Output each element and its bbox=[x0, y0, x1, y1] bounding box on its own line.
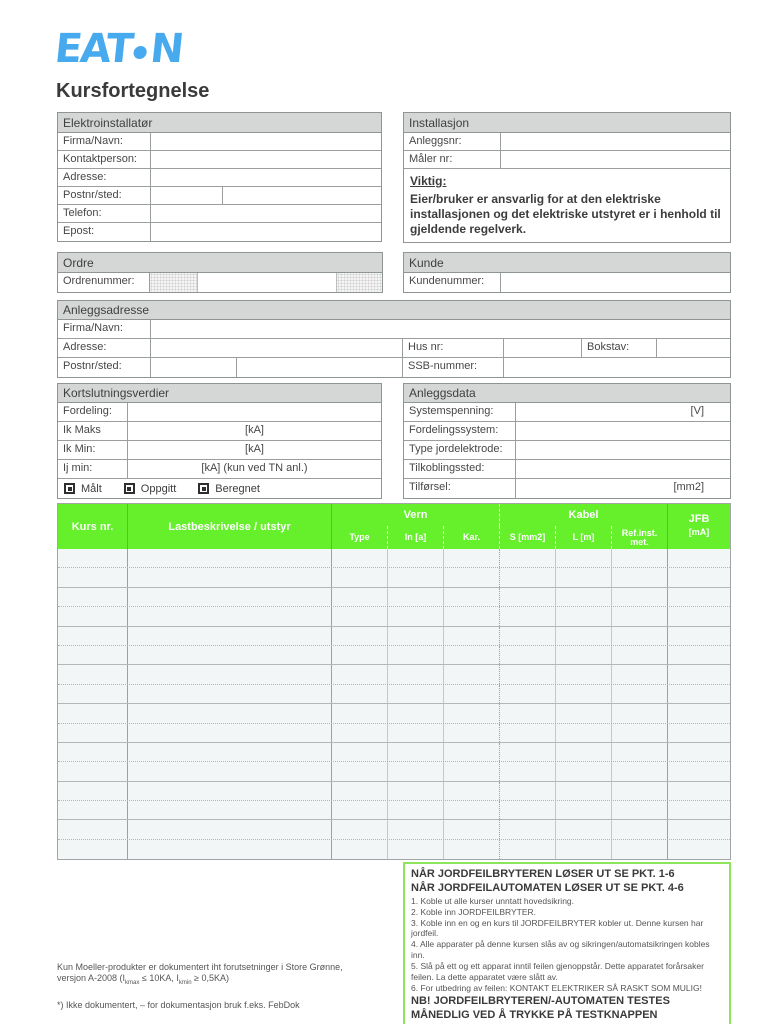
col-header-kurs-nr: Kurs nr. bbox=[58, 504, 128, 549]
table-cell[interactable] bbox=[668, 627, 730, 645]
table-cell[interactable] bbox=[388, 549, 444, 567]
label-maler-nr: Måler nr: bbox=[404, 151, 501, 168]
input-adresse[interactable] bbox=[151, 169, 381, 186]
table-cell[interactable] bbox=[388, 588, 444, 606]
table-cell[interactable] bbox=[556, 743, 612, 761]
table-cell[interactable] bbox=[444, 685, 500, 703]
table-cell[interactable] bbox=[332, 568, 388, 586]
input-systemspenning[interactable] bbox=[516, 403, 730, 421]
checkbox-beregnet[interactable] bbox=[198, 483, 260, 495]
input-kundenummer[interactable] bbox=[501, 273, 730, 292]
table-cell[interactable] bbox=[500, 820, 556, 838]
label-tilkoblingssted: Tilkoblingssted: bbox=[404, 460, 516, 478]
section-header-elektroinstallator: Elektroinstallatør bbox=[58, 113, 381, 133]
table-cell[interactable] bbox=[128, 743, 332, 761]
table-cell[interactable] bbox=[668, 782, 730, 800]
table-cell[interactable] bbox=[500, 782, 556, 800]
table-row bbox=[58, 665, 730, 684]
input-firma-navn[interactable] bbox=[151, 133, 381, 150]
table-cell[interactable] bbox=[332, 665, 388, 683]
table-cell[interactable] bbox=[668, 840, 730, 859]
table-cell[interactable] bbox=[444, 568, 500, 586]
table-cell[interactable] bbox=[556, 724, 612, 742]
table-cell[interactable] bbox=[500, 607, 556, 625]
label-ssb-nummer: SSB-nummer: bbox=[403, 358, 504, 377]
footnote-line2-end: ≥ 0,5KA) bbox=[191, 973, 229, 983]
table-cell[interactable] bbox=[332, 549, 388, 567]
table-cell[interactable] bbox=[500, 685, 556, 703]
table-cell[interactable] bbox=[388, 762, 444, 780]
table-cell[interactable] bbox=[556, 704, 612, 722]
label-kundenummer: Kundenummer: bbox=[404, 273, 501, 292]
input-bokstav[interactable] bbox=[657, 339, 730, 357]
input-telefon[interactable] bbox=[151, 205, 381, 222]
table-cell[interactable] bbox=[58, 840, 128, 859]
label-adresse: Adresse: bbox=[58, 169, 151, 186]
section-header-kortslutningsverdier: Kortslutningsverdier bbox=[58, 384, 381, 403]
table-cell[interactable] bbox=[612, 724, 668, 742]
table-cell[interactable] bbox=[128, 627, 332, 645]
checkbox-oppgitt-label: Oppgitt bbox=[140, 482, 177, 495]
input-fordeling[interactable] bbox=[128, 403, 381, 421]
table-cell[interactable] bbox=[444, 549, 500, 567]
input-hus-nr[interactable] bbox=[504, 339, 582, 357]
table-cell[interactable] bbox=[58, 627, 128, 645]
table-row bbox=[58, 782, 730, 801]
table-cell[interactable] bbox=[612, 820, 668, 838]
input-kontaktperson[interactable] bbox=[151, 151, 381, 168]
input-ordrenummer[interactable] bbox=[198, 273, 336, 292]
circuit-table-body bbox=[58, 549, 730, 859]
section-kortslutningsverdier bbox=[57, 383, 382, 499]
table-cell[interactable] bbox=[500, 646, 556, 664]
table-cell[interactable] bbox=[128, 549, 332, 567]
table-cell[interactable] bbox=[444, 782, 500, 800]
table-cell[interactable] bbox=[500, 840, 556, 859]
footnote-line2-mid: ≤ 10KA, I bbox=[139, 973, 179, 983]
label-hus-nr: Hus nr: bbox=[403, 339, 504, 357]
table-cell[interactable] bbox=[668, 820, 730, 838]
ref-inst-line1: Ref.inst. bbox=[621, 527, 658, 538]
input-tilforsel[interactable] bbox=[516, 479, 730, 498]
table-cell[interactable] bbox=[444, 724, 500, 742]
eaton-logo-text-2: N bbox=[148, 26, 185, 72]
table-cell[interactable] bbox=[500, 665, 556, 683]
table-cell[interactable] bbox=[500, 704, 556, 722]
table-cell[interactable] bbox=[612, 743, 668, 761]
unit-tilforsel: [mm2] bbox=[673, 481, 704, 493]
col-group-vern: Vern bbox=[332, 504, 500, 526]
footnote-line-2 bbox=[57, 973, 397, 989]
table-cell[interactable] bbox=[444, 762, 500, 780]
input-ssb-nummer[interactable] bbox=[504, 358, 730, 377]
eaton-logo-dot-icon bbox=[133, 46, 147, 59]
table-row bbox=[58, 820, 730, 839]
table-cell[interactable] bbox=[444, 627, 500, 645]
checkbox-malt-label: Målt bbox=[81, 482, 102, 495]
eaton-logo bbox=[53, 28, 184, 70]
table-cell[interactable] bbox=[128, 588, 332, 606]
section-header-installasjon: Installasjon bbox=[404, 113, 730, 133]
table-row bbox=[58, 568, 730, 587]
checkbox-oppgitt[interactable] bbox=[124, 483, 176, 495]
table-cell[interactable] bbox=[388, 743, 444, 761]
ref-inst-line2: met. bbox=[630, 536, 649, 547]
ordrenummer-prefix-cell bbox=[150, 273, 198, 292]
table-cell[interactable] bbox=[128, 840, 332, 859]
checkbox-icon bbox=[64, 483, 75, 494]
col-header-ref-inst-met bbox=[612, 526, 668, 549]
label-aa-firma: Firma/Navn: bbox=[58, 320, 151, 338]
section-elektroinstallator bbox=[57, 112, 382, 242]
table-cell[interactable] bbox=[556, 549, 612, 567]
table-cell[interactable] bbox=[668, 568, 730, 586]
table-cell[interactable] bbox=[612, 704, 668, 722]
table-cell[interactable] bbox=[332, 724, 388, 742]
table-cell[interactable] bbox=[58, 743, 128, 761]
jordfeil-note-box bbox=[403, 862, 731, 1024]
table-cell[interactable] bbox=[612, 685, 668, 703]
table-row bbox=[58, 724, 730, 743]
note-item-4: 4. Alle apparater på denne kursen slås av og sikringen/automatsikringen kobles inn. bbox=[411, 939, 710, 960]
table-cell[interactable] bbox=[444, 801, 500, 819]
table-cell[interactable] bbox=[58, 762, 128, 780]
table-cell[interactable] bbox=[612, 646, 668, 664]
footnote-line-1: Kun Moeller-produkter er dokumentert iht forutsetninger i Store Grønne, bbox=[57, 962, 343, 972]
table-cell[interactable] bbox=[388, 704, 444, 722]
col-header-lastbeskrivelse: Lastbeskrivelse / utstyr bbox=[128, 504, 332, 549]
label-epost: Epost: bbox=[58, 223, 151, 241]
table-cell[interactable] bbox=[332, 840, 388, 859]
table-row bbox=[58, 549, 730, 568]
table-cell[interactable] bbox=[388, 820, 444, 838]
table-cell[interactable] bbox=[332, 782, 388, 800]
input-aa-adresse[interactable] bbox=[151, 339, 403, 357]
table-cell[interactable] bbox=[332, 762, 388, 780]
table-cell[interactable] bbox=[444, 588, 500, 606]
table-cell[interactable] bbox=[58, 665, 128, 683]
col-group-kabel: Kabel bbox=[500, 504, 668, 526]
table-cell[interactable] bbox=[556, 607, 612, 625]
table-cell[interactable] bbox=[556, 801, 612, 819]
table-cell[interactable] bbox=[668, 549, 730, 567]
table-cell[interactable] bbox=[612, 665, 668, 683]
table-cell[interactable] bbox=[612, 607, 668, 625]
col-header-type: Type bbox=[332, 526, 388, 549]
table-cell[interactable] bbox=[388, 724, 444, 742]
table-row bbox=[58, 801, 730, 820]
col-header-in: In [a] bbox=[388, 526, 444, 549]
table-cell[interactable] bbox=[388, 801, 444, 819]
note-item-3: 3. Koble inn en og en kurs til JORDFEILBRYTER kobler ut. Denne kursen har jordfeil. bbox=[411, 917, 704, 939]
table-cell[interactable] bbox=[612, 801, 668, 819]
table-cell[interactable] bbox=[668, 588, 730, 606]
col-header-kar: Kar. bbox=[444, 526, 500, 549]
footnote-line-3: *) Ikke dokumentert, – for dokumentasjon bruk f.eks. FebDok bbox=[57, 999, 300, 1010]
table-cell[interactable] bbox=[500, 627, 556, 645]
table-cell[interactable] bbox=[128, 665, 332, 683]
unit-ij-min: [kA] (kun ved TN anl.) bbox=[201, 462, 308, 474]
table-cell[interactable] bbox=[332, 743, 388, 761]
label-tilforsel: Tilførsel: bbox=[404, 479, 516, 498]
table-row bbox=[58, 743, 730, 762]
label-fordeling: Fordeling: bbox=[58, 403, 128, 421]
table-cell[interactable] bbox=[556, 646, 612, 664]
table-row bbox=[58, 646, 730, 665]
table-cell[interactable] bbox=[556, 782, 612, 800]
note-head-1: NÅR JORDFEILBRYTEREN LØSER UT SE PKT. 1-6 bbox=[411, 868, 675, 880]
col-header-s-mm2: S [mm2] bbox=[500, 526, 556, 549]
table-cell[interactable] bbox=[556, 685, 612, 703]
input-aa-postnr[interactable] bbox=[151, 358, 237, 377]
table-cell[interactable] bbox=[556, 627, 612, 645]
col-header-l-m: L [m] bbox=[556, 526, 612, 549]
table-cell[interactable] bbox=[58, 607, 128, 625]
note-item-1: 1. Koble ut alle kurser unntatt hovedsikring. bbox=[411, 895, 575, 906]
checkbox-icon bbox=[124, 483, 135, 494]
table-cell[interactable] bbox=[556, 840, 612, 859]
label-ij-min: Ij min: bbox=[58, 460, 128, 478]
table-row bbox=[58, 840, 730, 859]
label-type-jordelektrode: Type jordelektrode: bbox=[404, 441, 516, 459]
table-cell[interactable] bbox=[500, 568, 556, 586]
table-cell[interactable] bbox=[332, 704, 388, 722]
table-cell[interactable] bbox=[332, 588, 388, 606]
table-cell[interactable] bbox=[668, 685, 730, 703]
table-row bbox=[58, 685, 730, 704]
table-cell[interactable] bbox=[58, 646, 128, 664]
input-ij-min[interactable] bbox=[128, 460, 381, 478]
table-cell[interactable] bbox=[556, 568, 612, 586]
table-cell[interactable] bbox=[388, 568, 444, 586]
section-installasjon bbox=[403, 112, 731, 243]
input-maler-nr[interactable] bbox=[501, 151, 730, 168]
table-cell[interactable] bbox=[332, 685, 388, 703]
viktig-text: Eier/bruker er ansvarlig for at den elektriske installasjonen og det elektriske utstyret er i henhold til gjeldende regelverk. bbox=[410, 192, 721, 236]
table-cell[interactable] bbox=[128, 685, 332, 703]
unit-systemspenning: [V] bbox=[690, 405, 704, 417]
table-cell[interactable] bbox=[58, 801, 128, 819]
checkbox-beregnet-label: Beregnet bbox=[215, 482, 260, 495]
table-cell[interactable] bbox=[500, 762, 556, 780]
footnote-line2-pre: versjon A-2008 (I bbox=[57, 973, 126, 983]
table-row bbox=[58, 607, 730, 626]
viktig-title: Viktig: bbox=[410, 174, 447, 188]
label-ik-min: Ik Min: bbox=[58, 441, 128, 459]
col-header-jfb: JFB bbox=[688, 513, 710, 525]
section-header-kunde: Kunde bbox=[404, 253, 730, 273]
table-cell[interactable] bbox=[128, 646, 332, 664]
table-row bbox=[58, 704, 730, 723]
table-cell[interactable] bbox=[58, 588, 128, 606]
checkbox-malt[interactable] bbox=[64, 483, 102, 495]
page-title: Kursfortegnelse bbox=[56, 80, 210, 102]
table-cell[interactable] bbox=[58, 685, 128, 703]
table-cell[interactable] bbox=[500, 724, 556, 742]
table-cell[interactable] bbox=[444, 840, 500, 859]
viktig-block bbox=[404, 169, 730, 242]
table-cell[interactable] bbox=[444, 607, 500, 625]
table-cell[interactable] bbox=[444, 704, 500, 722]
table-cell[interactable] bbox=[612, 549, 668, 567]
label-systemspenning: Systemspenning: bbox=[404, 403, 516, 421]
section-ordre bbox=[57, 252, 383, 293]
checkbox-icon bbox=[198, 483, 209, 494]
table-cell[interactable] bbox=[668, 704, 730, 722]
table-cell[interactable] bbox=[388, 627, 444, 645]
input-ik-min[interactable] bbox=[128, 441, 381, 459]
table-cell[interactable] bbox=[128, 724, 332, 742]
table-row bbox=[58, 588, 730, 607]
label-aa-adresse: Adresse: bbox=[58, 339, 151, 357]
table-cell[interactable] bbox=[444, 743, 500, 761]
table-row bbox=[58, 627, 730, 646]
table-cell[interactable] bbox=[556, 665, 612, 683]
table-cell[interactable] bbox=[500, 801, 556, 819]
label-firma-navn: Firma/Navn: bbox=[58, 133, 151, 150]
input-aa-sted[interactable] bbox=[237, 358, 403, 377]
unit-ik-min: [kA] bbox=[245, 443, 264, 455]
table-cell[interactable] bbox=[58, 549, 128, 567]
input-ik-maks[interactable] bbox=[128, 422, 381, 440]
section-anleggsdata bbox=[403, 383, 731, 499]
table-cell[interactable] bbox=[332, 646, 388, 664]
table-cell[interactable] bbox=[388, 685, 444, 703]
table-cell[interactable] bbox=[58, 568, 128, 586]
label-ordrenummer: Ordrenummer: bbox=[58, 273, 150, 292]
label-ik-maks: Ik Maks bbox=[58, 422, 128, 440]
note-item-2: 2. Koble inn JORDFEILBRYTER. bbox=[411, 906, 537, 917]
table-cell[interactable] bbox=[500, 743, 556, 761]
table-cell[interactable] bbox=[58, 782, 128, 800]
section-header-anleggsadresse: Anleggsadresse bbox=[58, 301, 730, 320]
table-cell[interactable] bbox=[556, 588, 612, 606]
measure-type-row bbox=[58, 479, 381, 498]
table-cell[interactable] bbox=[668, 762, 730, 780]
label-bokstav: Bokstav: bbox=[582, 339, 657, 357]
input-postnr[interactable] bbox=[151, 187, 223, 204]
eaton-logo-text-1: EAT bbox=[52, 26, 134, 72]
table-cell[interactable] bbox=[388, 782, 444, 800]
table-cell[interactable] bbox=[332, 820, 388, 838]
input-type-jordelektrode[interactable] bbox=[516, 441, 730, 459]
table-cell[interactable] bbox=[668, 607, 730, 625]
table-cell[interactable] bbox=[128, 568, 332, 586]
input-anleggsnr[interactable] bbox=[501, 133, 730, 150]
table-cell[interactable] bbox=[332, 607, 388, 625]
note-item-6: 6. For utbedring av feilen: KONTAKT ELEKTRIKER SÅ RASKT SOM MULIG! bbox=[411, 982, 702, 993]
circuit-table-header bbox=[58, 504, 730, 549]
note-head-2: NÅR JORDFEILAUTOMATEN LØSER UT SE PKT. 4-6 bbox=[411, 881, 684, 894]
input-sted[interactable] bbox=[223, 187, 381, 204]
table-cell[interactable] bbox=[444, 646, 500, 664]
unit-ik-maks: [kA] bbox=[245, 424, 264, 436]
table-cell[interactable] bbox=[612, 627, 668, 645]
footnote bbox=[57, 962, 397, 1011]
table-cell[interactable] bbox=[332, 627, 388, 645]
label-postnr-sted: Postnr/sted: bbox=[58, 187, 151, 204]
note-nb-warning: NB! JORDFEILBRYTEREN/-AUTOMATEN TESTES MÅNEDLIG VED Å TRYKKE PÅ TESTKNAPPEN bbox=[411, 995, 670, 1021]
table-cell[interactable] bbox=[500, 588, 556, 606]
table-cell[interactable] bbox=[58, 820, 128, 838]
table-cell[interactable] bbox=[556, 820, 612, 838]
label-telefon: Telefon: bbox=[58, 205, 151, 222]
table-cell[interactable] bbox=[668, 724, 730, 742]
table-cell[interactable] bbox=[444, 665, 500, 683]
table-cell[interactable] bbox=[128, 762, 332, 780]
section-header-ordre: Ordre bbox=[58, 253, 382, 273]
note-item-5: 5. Slå på ett og ett apparat inntil feilen gjenoppstår. Dette apparatet forårsaker feilen. La dette apparatet være slått av. bbox=[411, 961, 704, 982]
table-cell[interactable] bbox=[612, 782, 668, 800]
table-cell[interactable] bbox=[500, 549, 556, 567]
table-cell[interactable] bbox=[128, 820, 332, 838]
circuit-table bbox=[57, 503, 731, 860]
label-anleggsnr: Anleggsnr: bbox=[404, 133, 501, 150]
table-cell[interactable] bbox=[128, 704, 332, 722]
table-cell[interactable] bbox=[668, 801, 730, 819]
input-epost[interactable] bbox=[151, 223, 381, 241]
section-anleggsadresse bbox=[57, 300, 731, 378]
section-kunde bbox=[403, 252, 731, 293]
table-cell[interactable] bbox=[612, 588, 668, 606]
section-header-anleggsdata: Anleggsdata bbox=[404, 384, 730, 403]
table-cell[interactable] bbox=[388, 840, 444, 859]
footnote-sub-kmax: kmax bbox=[125, 979, 140, 986]
label-kontaktperson: Kontaktperson: bbox=[58, 151, 151, 168]
table-cell[interactable] bbox=[388, 646, 444, 664]
table-row bbox=[58, 762, 730, 781]
footnote-sub-kmin: kmin bbox=[178, 979, 192, 986]
col-header-ma: [mA] bbox=[688, 527, 710, 537]
table-cell[interactable] bbox=[612, 568, 668, 586]
input-tilkoblingssted[interactable] bbox=[516, 460, 730, 478]
label-aa-postnr: Postnr/sted: bbox=[58, 358, 151, 377]
table-cell[interactable] bbox=[388, 665, 444, 683]
table-cell[interactable] bbox=[128, 801, 332, 819]
table-cell[interactable] bbox=[128, 782, 332, 800]
table-cell[interactable] bbox=[612, 762, 668, 780]
table-cell[interactable] bbox=[668, 665, 730, 683]
table-cell[interactable] bbox=[332, 801, 388, 819]
table-cell[interactable] bbox=[444, 820, 500, 838]
table-cell[interactable] bbox=[58, 724, 128, 742]
input-fordelingssystem[interactable] bbox=[516, 422, 730, 440]
table-cell[interactable] bbox=[668, 743, 730, 761]
input-aa-firma[interactable] bbox=[151, 320, 730, 338]
table-cell[interactable] bbox=[128, 607, 332, 625]
label-fordelingssystem: Fordelingssystem: bbox=[404, 422, 516, 440]
table-cell[interactable] bbox=[58, 704, 128, 722]
table-cell[interactable] bbox=[388, 607, 444, 625]
table-cell[interactable] bbox=[612, 840, 668, 859]
table-cell[interactable] bbox=[556, 762, 612, 780]
table-cell[interactable] bbox=[668, 646, 730, 664]
ordrenummer-suffix-cell bbox=[336, 273, 382, 292]
